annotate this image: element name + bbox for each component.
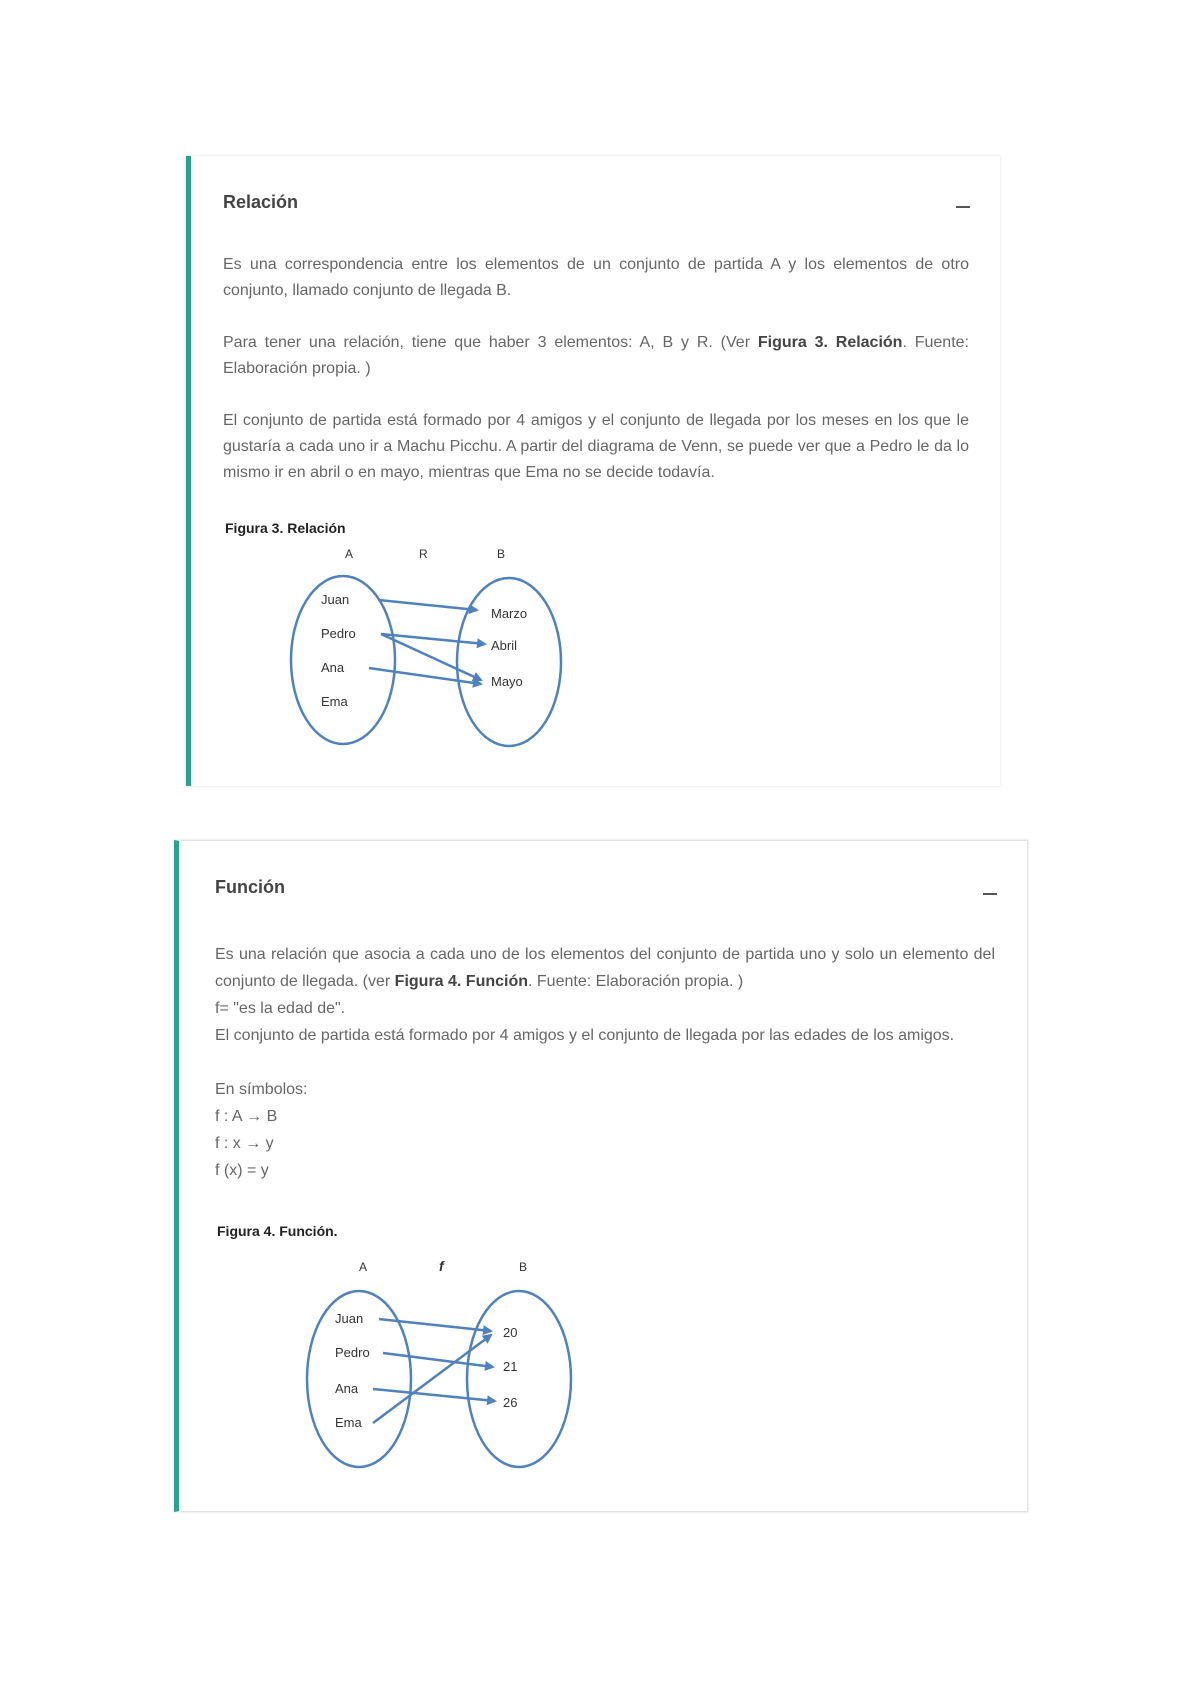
symbol-line: f : x → y	[215, 1135, 274, 1152]
set-b-element: Abril	[491, 638, 518, 653]
set-b-label: B	[519, 1260, 528, 1274]
set-b-ellipse	[457, 578, 561, 746]
arrow-pedro-21	[383, 1353, 493, 1367]
funcion-definition: f= "es la edad de".	[215, 1000, 346, 1017]
funcion-title: Función	[215, 877, 285, 897]
set-b-element: 20	[503, 1325, 518, 1340]
relacion-paragraph-2: Para tener una relación, tiene que haber 3 elementos: A, B y R. (Ver Figura 3. Relación. Fuente: Elaboración propia. )	[223, 334, 969, 377]
collapse-icon[interactable]	[956, 206, 970, 208]
symbol-line: f : A → B	[215, 1108, 278, 1125]
symbol-line: f (x) = y	[215, 1162, 269, 1179]
set-a-element: Juan	[321, 592, 350, 607]
set-a-element: Juan	[335, 1311, 364, 1326]
set-b-element: Mayo	[491, 674, 523, 689]
relacion-card	[186, 156, 1000, 786]
figure-3-venn-diagram	[251, 542, 591, 772]
figure-3-caption: Figura 3. Relación	[225, 520, 346, 536]
funcion-paragraph-1: Es una relación que asocia a cada uno de los elementos del conjunto de partida uno y solo un elemento del conjunto de llegada. (ver Figura 4. Función. Fuente: Elaboración propia. )	[215, 946, 995, 990]
funcion-paragraph-2: El conjunto de partida está formado por 4 amigos y el conjunto de llegada por las edades de los amigos.	[215, 1027, 955, 1044]
relation-label: R	[419, 547, 428, 561]
arrow-juan-20	[379, 1319, 491, 1331]
set-a-element: Ana	[335, 1381, 359, 1396]
set-b-label: B	[497, 547, 506, 561]
set-a-element: Ema	[335, 1415, 362, 1430]
set-b-ellipse	[467, 1291, 571, 1467]
set-a-element: Pedro	[321, 626, 356, 641]
set-a-element: Ana	[321, 660, 345, 675]
funcion-card	[174, 840, 1028, 1512]
set-b-element: 26	[503, 1395, 518, 1410]
figure-4-reference: Figura 4. Función	[394, 973, 529, 990]
set-a-element: Pedro	[335, 1345, 370, 1360]
collapse-icon[interactable]	[983, 893, 997, 895]
set-a-element: Ema	[321, 694, 348, 709]
set-a-label: A	[359, 1260, 368, 1274]
relacion-title: Relación	[223, 192, 299, 212]
relacion-paragraph-3: El conjunto de partida está formado por 4 amigos y el conjunto de llegada por los meses en los que le gustaría a cada uno ir a Machu Picchu. A partir del diagrama de Venn, se puede ver que a Pedro le da lo mismo ir en abril o en mayo, mientras que Ema no se decide todavía.	[223, 412, 969, 481]
arrow-ana-26	[373, 1389, 495, 1401]
figure-3-reference: Figura 3. Relación	[757, 334, 903, 351]
arrow-ema-20	[373, 1335, 491, 1423]
set-b-element: 21	[503, 1359, 518, 1374]
set-b-element: Marzo	[491, 606, 528, 621]
figure-4-venn-diagram	[299, 1251, 619, 1491]
figure-4-caption: Figura 4. Función.	[217, 1223, 338, 1239]
symbols-intro: En símbolos:	[215, 1081, 308, 1098]
set-a-label: A	[345, 547, 354, 561]
arrow-juan-marzo	[379, 600, 477, 610]
relation-label: f	[439, 1258, 444, 1274]
arrow-ana-mayo	[369, 668, 481, 684]
relacion-paragraph-1: Es una correspondencia entre los elementos de un conjunto de partida A y los elementos de otro conjunto, llamado conjunto de llegada B.	[223, 256, 969, 299]
